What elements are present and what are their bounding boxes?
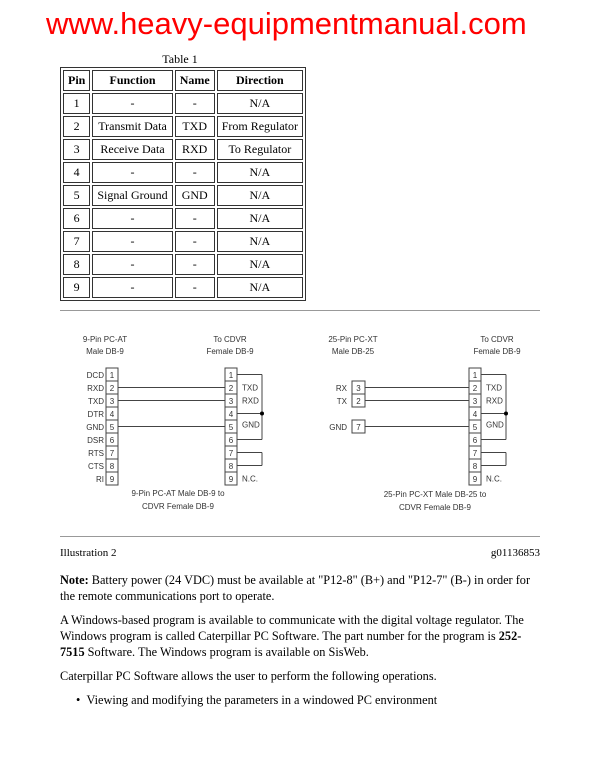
caption: CDVR Female DB-9	[141, 502, 215, 511]
text: A Windows-based program is available to communicate with the digital voltage regulator. The Windows program is called Caterpillar PC Software. The part number for the program is	[60, 613, 524, 643]
table-cell: Transmit Data	[92, 116, 172, 137]
pin-number: 7	[228, 449, 234, 458]
pin-number: 3	[228, 397, 234, 406]
signal-label: RXD	[87, 384, 104, 393]
pin-table	[60, 67, 306, 301]
signal-label: DSR	[87, 436, 104, 445]
table-cell: 9	[63, 277, 90, 298]
table-row	[63, 93, 303, 114]
column-header: Function	[92, 70, 172, 91]
bullet-icon: •	[76, 693, 87, 707]
junction-dot	[504, 412, 508, 416]
pin-number: 8	[472, 462, 478, 471]
pin-number: 5	[472, 423, 478, 432]
signal-label: GND	[329, 423, 347, 432]
table-cell: -	[175, 208, 215, 229]
pin-number: 5	[109, 423, 115, 432]
column-header: Direction	[217, 70, 303, 91]
pin-number: 2	[228, 384, 234, 393]
table-cell: -	[92, 208, 172, 229]
pin-number: 3	[109, 397, 115, 406]
pin-number: 7	[472, 449, 478, 458]
table-cell: N/A	[217, 231, 303, 252]
table-cell: N/A	[217, 162, 303, 183]
header: Male DB-9	[86, 347, 124, 356]
table-cell: -	[175, 254, 215, 275]
header: To CDVR	[480, 335, 514, 344]
pin-number: 4	[109, 410, 115, 419]
bullet-item	[60, 692, 540, 708]
junction-dot	[260, 412, 264, 416]
table-cell: N/A	[217, 208, 303, 229]
cdvr-rxd-label: RXD	[486, 396, 503, 406]
note-text: Battery power (24 VDC) must be available at "P12-8" (B+) and "P12-7" (B-) in order for the remote communications port to operate.	[60, 573, 531, 603]
table-cell: -	[92, 162, 172, 183]
body-text	[60, 572, 540, 716]
bullet-text: Viewing and modifying the parameters in a windowed PC environment	[86, 693, 438, 707]
table-cell: 7	[63, 231, 90, 252]
pin-number: 9	[109, 475, 115, 484]
table-cell: 2	[63, 116, 90, 137]
paragraph	[60, 612, 540, 660]
table-cell: RXD	[175, 139, 215, 160]
pin-number: 3	[472, 397, 478, 406]
pin-number: 7	[109, 449, 115, 458]
illustration-label: Illustration 2	[60, 547, 117, 559]
pin-number: 6	[109, 436, 115, 445]
text: Software. The Windows program is available on SisWeb.	[84, 645, 369, 659]
column-header: Pin	[63, 70, 90, 91]
signal-label: CTS	[88, 462, 104, 471]
pin-number: 2	[356, 397, 361, 406]
pin-number: 3	[356, 384, 361, 393]
signal-label: GND	[86, 423, 104, 432]
table-cell: To Regulator	[217, 139, 303, 160]
pin-number: 2	[472, 384, 478, 393]
pin-number: 2	[109, 384, 115, 393]
table-row	[63, 208, 303, 229]
table-cell: -	[92, 254, 172, 275]
header: Male DB-25	[331, 347, 375, 356]
pin-number: 4	[228, 410, 234, 419]
note-label: Note:	[60, 573, 89, 587]
pin-number: 6	[228, 436, 234, 445]
table-cell: -	[92, 93, 172, 114]
pin-number: 1	[228, 371, 234, 380]
table-cell: GND	[175, 185, 215, 206]
pin-number: 9	[228, 475, 234, 484]
divider	[60, 310, 540, 311]
table-cell: N/A	[217, 254, 303, 275]
table-row	[63, 185, 303, 206]
cdvr-txd-label: TXD	[486, 383, 502, 393]
table-cell: 6	[63, 208, 90, 229]
table-row	[63, 116, 303, 137]
caption: 9-Pin PC-AT Male DB-9 to	[131, 489, 225, 498]
table-row	[63, 231, 303, 252]
note-paragraph	[60, 572, 540, 604]
paragraph: Caterpillar PC Software allows the user to perform the following operations.	[60, 669, 437, 683]
table-cell: -	[175, 231, 215, 252]
header: 9-Pin PC-AT	[82, 335, 128, 344]
header: To CDVR	[213, 335, 247, 344]
column-header: Name	[175, 70, 215, 91]
pin-number: 8	[228, 462, 234, 471]
table-row	[63, 162, 303, 183]
cdvr-rxd-label: RXD	[242, 396, 259, 406]
table-cell: 5	[63, 185, 90, 206]
table-cell: N/A	[217, 93, 303, 114]
pin-number: 6	[472, 436, 478, 445]
signal-label: DCD	[86, 371, 104, 380]
signal-label: DTR	[87, 410, 104, 419]
table-cell: From Regulator	[217, 116, 303, 137]
caption: CDVR Female DB-9	[398, 503, 472, 512]
signal-label: RX	[335, 384, 347, 393]
table-cell: 3	[63, 139, 90, 160]
cdvr-gnd-label: GND	[242, 420, 260, 430]
signal-label: TX	[336, 397, 347, 406]
cdvr-nc-label: N.C.	[242, 474, 258, 484]
pin-number: 9	[472, 475, 478, 484]
table-cell: Receive Data	[92, 139, 172, 160]
table-cell: N/A	[217, 185, 303, 206]
table-cell: -	[175, 93, 215, 114]
header: Female DB-9	[206, 347, 254, 356]
cdvr-nc-label: N.C.	[486, 474, 502, 484]
table-cell: 8	[63, 254, 90, 275]
caption: 25-Pin PC-XT Male DB-25 to	[383, 490, 487, 499]
table-row	[63, 254, 303, 275]
table-row	[63, 139, 303, 160]
divider	[60, 536, 540, 537]
pin-number: 4	[472, 410, 478, 419]
pin-number: 1	[472, 371, 478, 380]
pin-number: 8	[109, 462, 115, 471]
signal-label: RI	[96, 475, 104, 484]
table-cell: TXD	[175, 116, 215, 137]
table-cell: -	[92, 277, 172, 298]
table-cell: Signal Ground	[92, 185, 172, 206]
pin-number: 1	[109, 371, 115, 380]
header: 25-Pin PC-XT	[328, 335, 378, 344]
table-header-row	[63, 70, 303, 91]
table-row	[63, 277, 303, 298]
table-cell: 4	[63, 162, 90, 183]
table-cell: -	[92, 231, 172, 252]
table-title: Table 1	[162, 52, 198, 66]
table-cell: 1	[63, 93, 90, 114]
signal-label: TXD	[88, 397, 104, 406]
table-cell: -	[175, 162, 215, 183]
watermark: www.heavy-equipmentmanual.com	[46, 6, 527, 41]
table-cell: N/A	[217, 277, 303, 298]
cdvr-txd-label: TXD	[242, 383, 258, 393]
pin-number: 7	[356, 423, 361, 432]
wiring-diagram	[0, 320, 600, 530]
table-cell: -	[175, 277, 215, 298]
signal-label: RTS	[88, 449, 104, 458]
illustration-id: g01136853	[490, 547, 540, 559]
cdvr-gnd-label: GND	[486, 420, 504, 430]
header: Female DB-9	[473, 347, 521, 356]
pin-number: 5	[228, 423, 234, 432]
part-number: 252-7515	[60, 629, 522, 659]
